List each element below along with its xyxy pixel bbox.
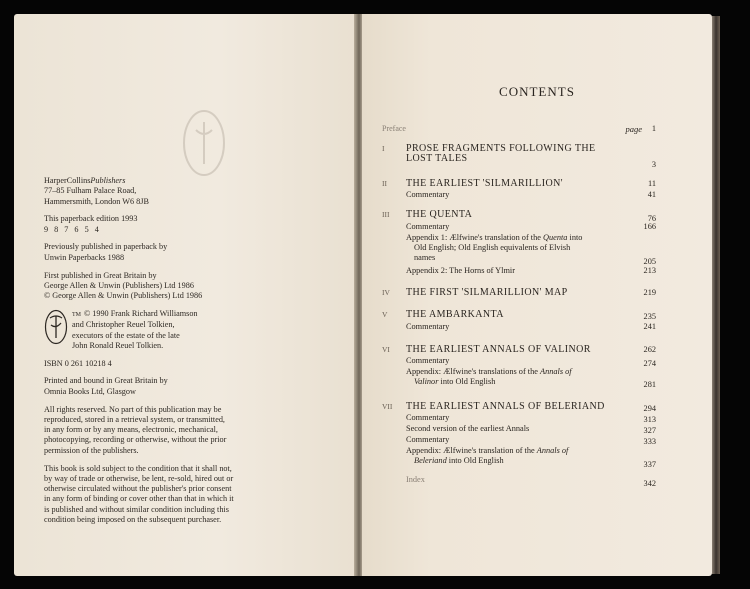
index-label: Index xyxy=(406,475,425,484)
appendix-text-a: Appendix 1: Ælfwine's translation of the xyxy=(406,233,541,242)
publisher-italic: Publishers xyxy=(90,176,126,185)
valinor-appendix-cont xyxy=(414,377,495,387)
isbn: ISBN 0 261 10218 4 xyxy=(44,358,112,368)
chapter-page: 262 xyxy=(643,345,656,354)
trademark-mark: TM xyxy=(72,311,81,318)
sub-page: 333 xyxy=(643,437,656,446)
beleriand-appendix-d: into Old English xyxy=(446,456,504,465)
tm-line-2: and Christopher Reuel Tolkien, xyxy=(72,320,175,330)
sub-entry: Commentary xyxy=(406,190,450,199)
chapter-page: 219 xyxy=(643,288,656,297)
sub-page: 166 xyxy=(643,222,656,231)
appendix-page: 337 xyxy=(643,460,656,469)
appendix-text-italic: Quenta xyxy=(543,233,568,242)
edition-line: This paperback edition 1993 xyxy=(44,214,138,224)
chapter-title: THE QUENTA xyxy=(406,209,473,220)
chapter-page: 76 xyxy=(647,214,656,223)
chapter-title: THE EARLIEST 'SILMARILLION' xyxy=(406,178,563,189)
sub-page: 313 xyxy=(643,415,656,424)
tm-line-4: John Ronald Reuel Tolkien. xyxy=(72,340,164,350)
appendix-text-d: Old English; Old English equivalents of Elvish xyxy=(414,243,571,252)
beleriand-appendix-italic: Annals of xyxy=(536,446,569,455)
chapter-page: 3 xyxy=(651,160,656,169)
first-published-2: George Allen & Unwin (Publishers) Ltd 1986 xyxy=(44,280,194,290)
sub-page: 327 xyxy=(643,426,656,435)
valinor-appendix xyxy=(406,367,572,377)
printed-line-2: Omnia Books Ltd, Glasgow xyxy=(44,386,136,396)
sold-line-1: This book is sold subject to the condition that it shall not, xyxy=(44,463,232,473)
address-line-1: 77–85 Fulham Palace Road, xyxy=(44,186,137,196)
rights-line-3: in any form or by any means, electronic, mechanical, xyxy=(44,425,218,435)
chapter-title-cont: LOST TALES xyxy=(406,153,468,164)
appendix-2-text: Appendix 2: The Horns of Ylmir xyxy=(406,266,515,275)
chapter-number: VI xyxy=(382,345,390,354)
contents-title: CONTENTS xyxy=(499,84,575,99)
chapter-number: IV xyxy=(382,288,390,297)
sold-line-3: otherwise circulated without the publisher's prior consent xyxy=(44,484,232,494)
sub-page: 274 xyxy=(643,359,656,368)
sold-line-6: condition being imposed on the subsequent purchaser. xyxy=(44,515,222,525)
sold-line-5: is published and without similar condition including this xyxy=(44,504,229,514)
valinor-italic: Valinor xyxy=(414,377,439,386)
appendix-page: 205 xyxy=(643,257,656,266)
chapter-page: 235 xyxy=(643,312,656,321)
chapter-title: PROSE FRAGMENTS FOLLOWING THE xyxy=(406,143,596,154)
trademark-block xyxy=(44,309,324,351)
chapter-number: VII xyxy=(382,402,393,411)
sub-entry: Second version of the earliest Annals xyxy=(406,424,530,433)
rights-line-2: reproduced, stored in a retrieval system, or transmitted, xyxy=(44,414,225,424)
chapter-title: THE FIRST 'SILMARILLION' MAP xyxy=(406,287,568,298)
copyright-line: © George Allen & Unwin (Publishers) Ltd 1986 xyxy=(44,291,203,301)
beleriand-italic: Beleriand xyxy=(414,456,447,465)
sold-line-2: by way of trade or otherwise, be lent, re-sold, hired out or xyxy=(44,473,234,483)
chapter-page: 11 xyxy=(648,179,656,188)
appendix-2-page: 213 xyxy=(643,266,656,275)
valinor-appendix-italic: Annals of xyxy=(540,367,572,376)
first-published-1: First published in Great Britain by xyxy=(44,270,157,280)
tolkien-monogram-icon xyxy=(44,309,68,345)
chapter-title: THE EARLIEST ANNALS OF VALINOR xyxy=(406,344,591,355)
index-page: 342 xyxy=(643,479,656,488)
sub-entry: Commentary xyxy=(406,322,450,331)
print-line: 9 8 7 6 5 4 xyxy=(44,224,101,234)
tm-line-3: executors of the estate of the late xyxy=(72,330,180,340)
chapter-number: I xyxy=(382,144,385,153)
preface-page: 1 xyxy=(651,124,656,133)
sub-entry: Commentary xyxy=(406,413,450,422)
chapter-number: III xyxy=(382,210,390,219)
sub-entry: Commentary xyxy=(406,435,450,444)
copyright-block xyxy=(44,176,324,533)
sold-line-4: in any form of binding or cover other than that in which it xyxy=(44,494,234,504)
sub-page: 41 xyxy=(647,190,656,199)
chapter-title: THE EARLIEST ANNALS OF BELERIAND xyxy=(406,401,605,412)
show-through-seal xyxy=(180,108,228,178)
appendix-text-c: into xyxy=(567,233,583,242)
appendix-text-e: names xyxy=(414,253,436,262)
page-edges xyxy=(712,16,720,574)
tm-line-1: © 1990 Frank Richard Williamson xyxy=(84,308,198,318)
beleriand-appendix-a: Appendix: Ælfwine's translation of the xyxy=(406,446,535,455)
beleriand-appendix-cont xyxy=(414,456,504,466)
sub-entry: Commentary xyxy=(406,356,450,365)
beleriand-appendix xyxy=(406,446,568,456)
chapter-number: V xyxy=(382,310,388,319)
appendix-page: 281 xyxy=(643,380,656,389)
valinor-appendix-a: Appendix: Ælfwine's translations of the xyxy=(406,367,538,376)
chapter-number: II xyxy=(382,179,387,188)
sub-entry: Commentary xyxy=(406,222,450,231)
page-word: page xyxy=(625,124,642,134)
chapter-title: THE AMBARKANTA xyxy=(406,309,504,320)
publisher-name: HarperCollins xyxy=(44,176,91,185)
address-line-2: Hammersmith, London W6 8JB xyxy=(44,196,149,206)
rights-line-1: All rights reserved. No part of this publication may be xyxy=(44,404,222,414)
sub-page: 241 xyxy=(643,322,656,331)
printed-line-1: Printed and bound in Great Britain by xyxy=(44,376,168,386)
previous-publication-1: Previously published in paperback by xyxy=(44,242,168,252)
valinor-appendix-d: into Old English xyxy=(438,377,496,386)
preface-label: Preface xyxy=(382,124,406,133)
rights-line-5: permission of the publishers. xyxy=(44,445,139,455)
appendix-text xyxy=(406,233,582,243)
rights-line-4: photocopying, recording or otherwise, without the prior xyxy=(44,435,227,445)
chapter-page: 294 xyxy=(643,404,656,413)
previous-publication-2: Unwin Paperbacks 1988 xyxy=(44,252,125,262)
